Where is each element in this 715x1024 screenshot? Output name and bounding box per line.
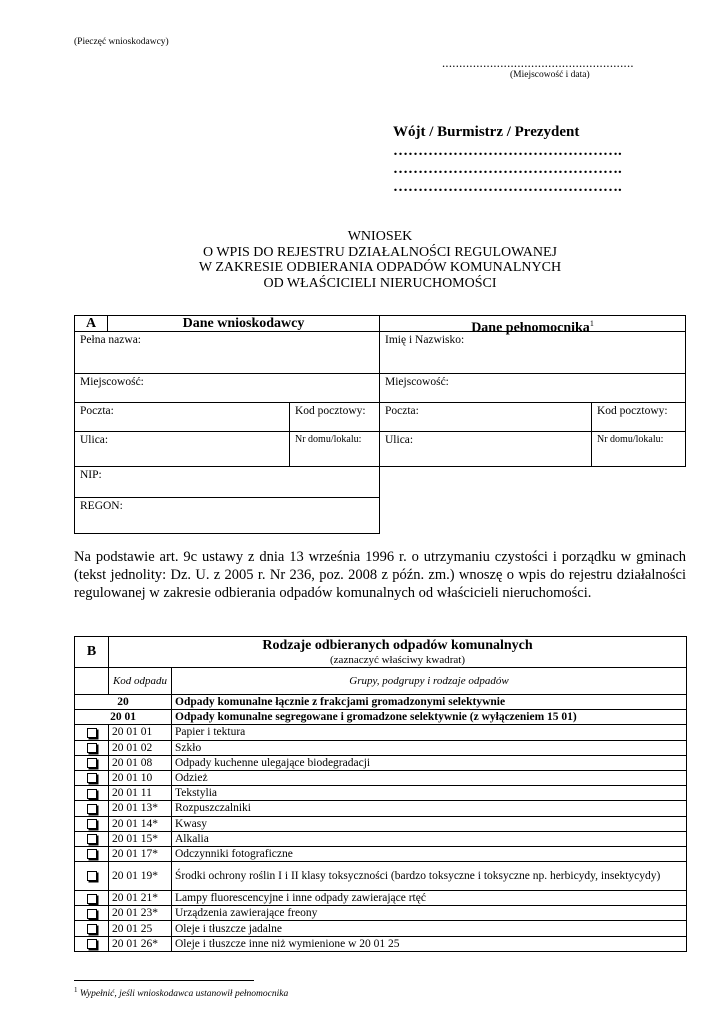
- section-b-letter: B: [75, 637, 109, 668]
- subgroup-code: 20 01: [75, 710, 172, 725]
- waste-codes-table: [74, 636, 687, 952]
- title-line-2: O WPIS DO REJESTRU DZIAŁALNOŚCI REGULOWANEJ: [202, 244, 557, 260]
- waste-name: Alkalia: [172, 831, 687, 846]
- waste-code: 20 01 19*: [109, 862, 172, 891]
- subgroup-name: Odpady komunalne segregowane i gromadzone selektywnie (z wyłączeniem 15 01): [172, 710, 687, 725]
- waste-row: [75, 801, 687, 816]
- addressee-title: Wójt / Burmistrz / Prezydent: [393, 124, 580, 140]
- addressee-line-1: ……………………………………….: [393, 143, 622, 159]
- stamp-label: (Pieczęć wnioskodawcy): [74, 37, 169, 47]
- waste-code: 20 01 01: [109, 725, 172, 740]
- proxy-name-field[interactable]: Imię i Nazwisko:: [379, 331, 686, 374]
- waste-name: Urządzenia zawierające freony: [172, 906, 687, 921]
- applicant-post-field[interactable]: Poczta:: [74, 402, 290, 432]
- applicant-house-no-field[interactable]: Nr domu/lokalu:: [289, 431, 380, 467]
- place-date-dots: ........................................................: [442, 56, 634, 70]
- waste-checkbox-cell: [75, 786, 109, 801]
- waste-checkbox[interactable]: [87, 819, 97, 829]
- waste-checkbox-cell: [75, 936, 109, 951]
- section-b-subtitle: (zaznaczyć właściwy kwadrat): [330, 653, 465, 666]
- waste-row: [75, 831, 687, 846]
- footnote-text: Wypełnić, jeśli wnioskodawca ustanowił pełnomocnika: [79, 989, 289, 1000]
- waste-checkbox-cell: [75, 831, 109, 846]
- place-date-label: (Miejscowość i data): [510, 70, 590, 80]
- waste-checkbox-cell: [75, 755, 109, 770]
- waste-code: 20 01 21*: [109, 891, 172, 906]
- column-header-groups: Grupy, podgrupy i rodzaje odpadów: [172, 668, 687, 695]
- waste-name: Odpady kuchenne ulegające biodegradacji: [172, 755, 687, 770]
- waste-row: [75, 786, 687, 801]
- waste-checkbox[interactable]: [87, 939, 97, 949]
- waste-checkbox[interactable]: [87, 728, 97, 738]
- waste-checkbox-cell: [75, 862, 109, 891]
- waste-name: Oleje i tłuszcze inne niż wymienione w 20 01 25: [172, 936, 687, 951]
- waste-row: [75, 770, 687, 785]
- waste-checkbox-cell: [75, 921, 109, 936]
- waste-checkbox[interactable]: [87, 834, 97, 844]
- proxy-header-text: Dane pełnomocnika: [471, 320, 590, 336]
- addressee-line-3: ……………………………………….: [393, 179, 622, 195]
- waste-checkbox-cell: [75, 725, 109, 740]
- proxy-house-no-field[interactable]: Nr domu/lokalu:: [591, 431, 686, 467]
- nip-field[interactable]: NIP:: [74, 466, 380, 498]
- waste-checkbox[interactable]: [87, 789, 97, 799]
- waste-checkbox-cell: [75, 816, 109, 831]
- column-header-blank: [75, 668, 109, 695]
- waste-checkbox-cell: [75, 770, 109, 785]
- proxy-post-field[interactable]: Poczta:: [379, 402, 592, 432]
- document-title: [74, 229, 686, 291]
- applicant-city-field[interactable]: Miejscowość:: [74, 373, 380, 403]
- waste-name: Tekstylia: [172, 786, 687, 801]
- column-header-code: Kod odpadu: [109, 668, 172, 695]
- waste-checkbox[interactable]: [87, 871, 97, 881]
- waste-code: 20 01 15*: [109, 831, 172, 846]
- waste-row: [75, 906, 687, 921]
- waste-name: Szkło: [172, 740, 687, 755]
- waste-name: Odczynniki fotograficzne: [172, 846, 687, 861]
- waste-checkbox[interactable]: [87, 894, 97, 904]
- waste-name: Lampy fluorescencyjne i inne odpady zawierające rtęć: [172, 891, 687, 906]
- waste-checkbox[interactable]: [87, 909, 97, 919]
- addressee-line-2: ……………………………………….: [393, 161, 622, 177]
- waste-row: [75, 891, 687, 906]
- waste-row: [75, 725, 687, 740]
- waste-checkbox[interactable]: [87, 849, 97, 859]
- waste-checkbox[interactable]: [87, 924, 97, 934]
- regon-field[interactable]: REGON:: [74, 497, 380, 534]
- waste-checkbox[interactable]: [87, 758, 97, 768]
- waste-code: 20 01 17*: [109, 846, 172, 861]
- waste-code: 20 01 13*: [109, 801, 172, 816]
- applicant-header: Dane wnioskodawcy: [107, 315, 380, 332]
- section-a-letter: A: [74, 315, 108, 332]
- waste-code: 20 01 08: [109, 755, 172, 770]
- waste-code: 20 01 14*: [109, 816, 172, 831]
- title-line-4: OD WŁAŚCICIELI NIERUCHOMOŚCI: [263, 275, 497, 291]
- waste-code: 20 01 02: [109, 740, 172, 755]
- waste-code: 20 01 25: [109, 921, 172, 936]
- waste-code: 20 01 23*: [109, 906, 172, 921]
- waste-name: Kwasy: [172, 816, 687, 831]
- waste-row: [75, 921, 687, 936]
- proxy-city-field[interactable]: Miejscowość:: [379, 373, 686, 403]
- group-code: 20: [75, 695, 172, 710]
- proxy-footnote-mark: 1: [589, 319, 594, 328]
- group-name: Odpady komunalne łącznie z frakcjami gromadzonymi selektywnie: [172, 695, 687, 710]
- section-b-header: [109, 637, 687, 668]
- proxy-header: [379, 315, 686, 336]
- applicant-street-field[interactable]: Ulica:: [74, 431, 290, 467]
- footnote-divider: [74, 980, 254, 981]
- waste-checkbox-cell: [75, 906, 109, 921]
- waste-row: [75, 816, 687, 831]
- waste-row: [75, 740, 687, 755]
- waste-checkbox[interactable]: [87, 743, 97, 753]
- waste-name: Środki ochrony roślin I i II klasy toksyczności (bardzo toksyczne i toksyczne np. herbicydy, insektycydy): [172, 862, 687, 891]
- waste-checkbox-cell: [75, 740, 109, 755]
- waste-row: [75, 846, 687, 861]
- waste-checkbox[interactable]: [87, 773, 97, 783]
- waste-checkbox-cell: [75, 846, 109, 861]
- legal-basis-paragraph: Na podstawie art. 9c ustawy z dnia 13 września 1996 r. o utrzymaniu czystości i porządku w gminach (tekst jednolity: Dz. U. z 2005 r. Nr 236, poz. 2008 z późn. zm.) wnoszę o wpis do rejestru działalności regulowanej w zakresie odbierania odpadów komunalnych od właścicieli nieruchomości.: [74, 549, 686, 601]
- waste-name: Oleje i tłuszcze jadalne: [172, 921, 687, 936]
- proxy-street-field[interactable]: Ulica:: [379, 431, 592, 467]
- applicant-postal-code-field[interactable]: Kod pocztowy:: [289, 402, 380, 432]
- waste-row: [75, 755, 687, 770]
- waste-name: Papier i tektura: [172, 725, 687, 740]
- waste-checkbox-cell: [75, 801, 109, 816]
- waste-code: 20 01 26*: [109, 936, 172, 951]
- full-name-field[interactable]: Pełna nazwa:: [74, 331, 380, 374]
- waste-code: 20 01 11: [109, 786, 172, 801]
- footnote-mark: 1: [74, 986, 78, 994]
- proxy-postal-code-field[interactable]: Kod pocztowy:: [591, 402, 686, 432]
- waste-checkbox-cell: [75, 891, 109, 906]
- waste-row: [75, 936, 687, 951]
- waste-code: 20 01 10: [109, 770, 172, 785]
- section-b-title: Rodzaje odbieranych odpadów komunalnych: [262, 637, 533, 653]
- section-a: [74, 315, 686, 535]
- title-line-1: WNIOSEK: [347, 229, 413, 244]
- title-line-3: W ZAKRESIE ODBIERANIA ODPADÓW KOMUNALNYCH: [198, 260, 562, 275]
- waste-name: Odzież: [172, 770, 687, 785]
- waste-row: [75, 862, 687, 891]
- footnote: [74, 986, 288, 999]
- waste-checkbox[interactable]: [87, 804, 97, 814]
- waste-name: Rozpuszczalniki: [172, 801, 687, 816]
